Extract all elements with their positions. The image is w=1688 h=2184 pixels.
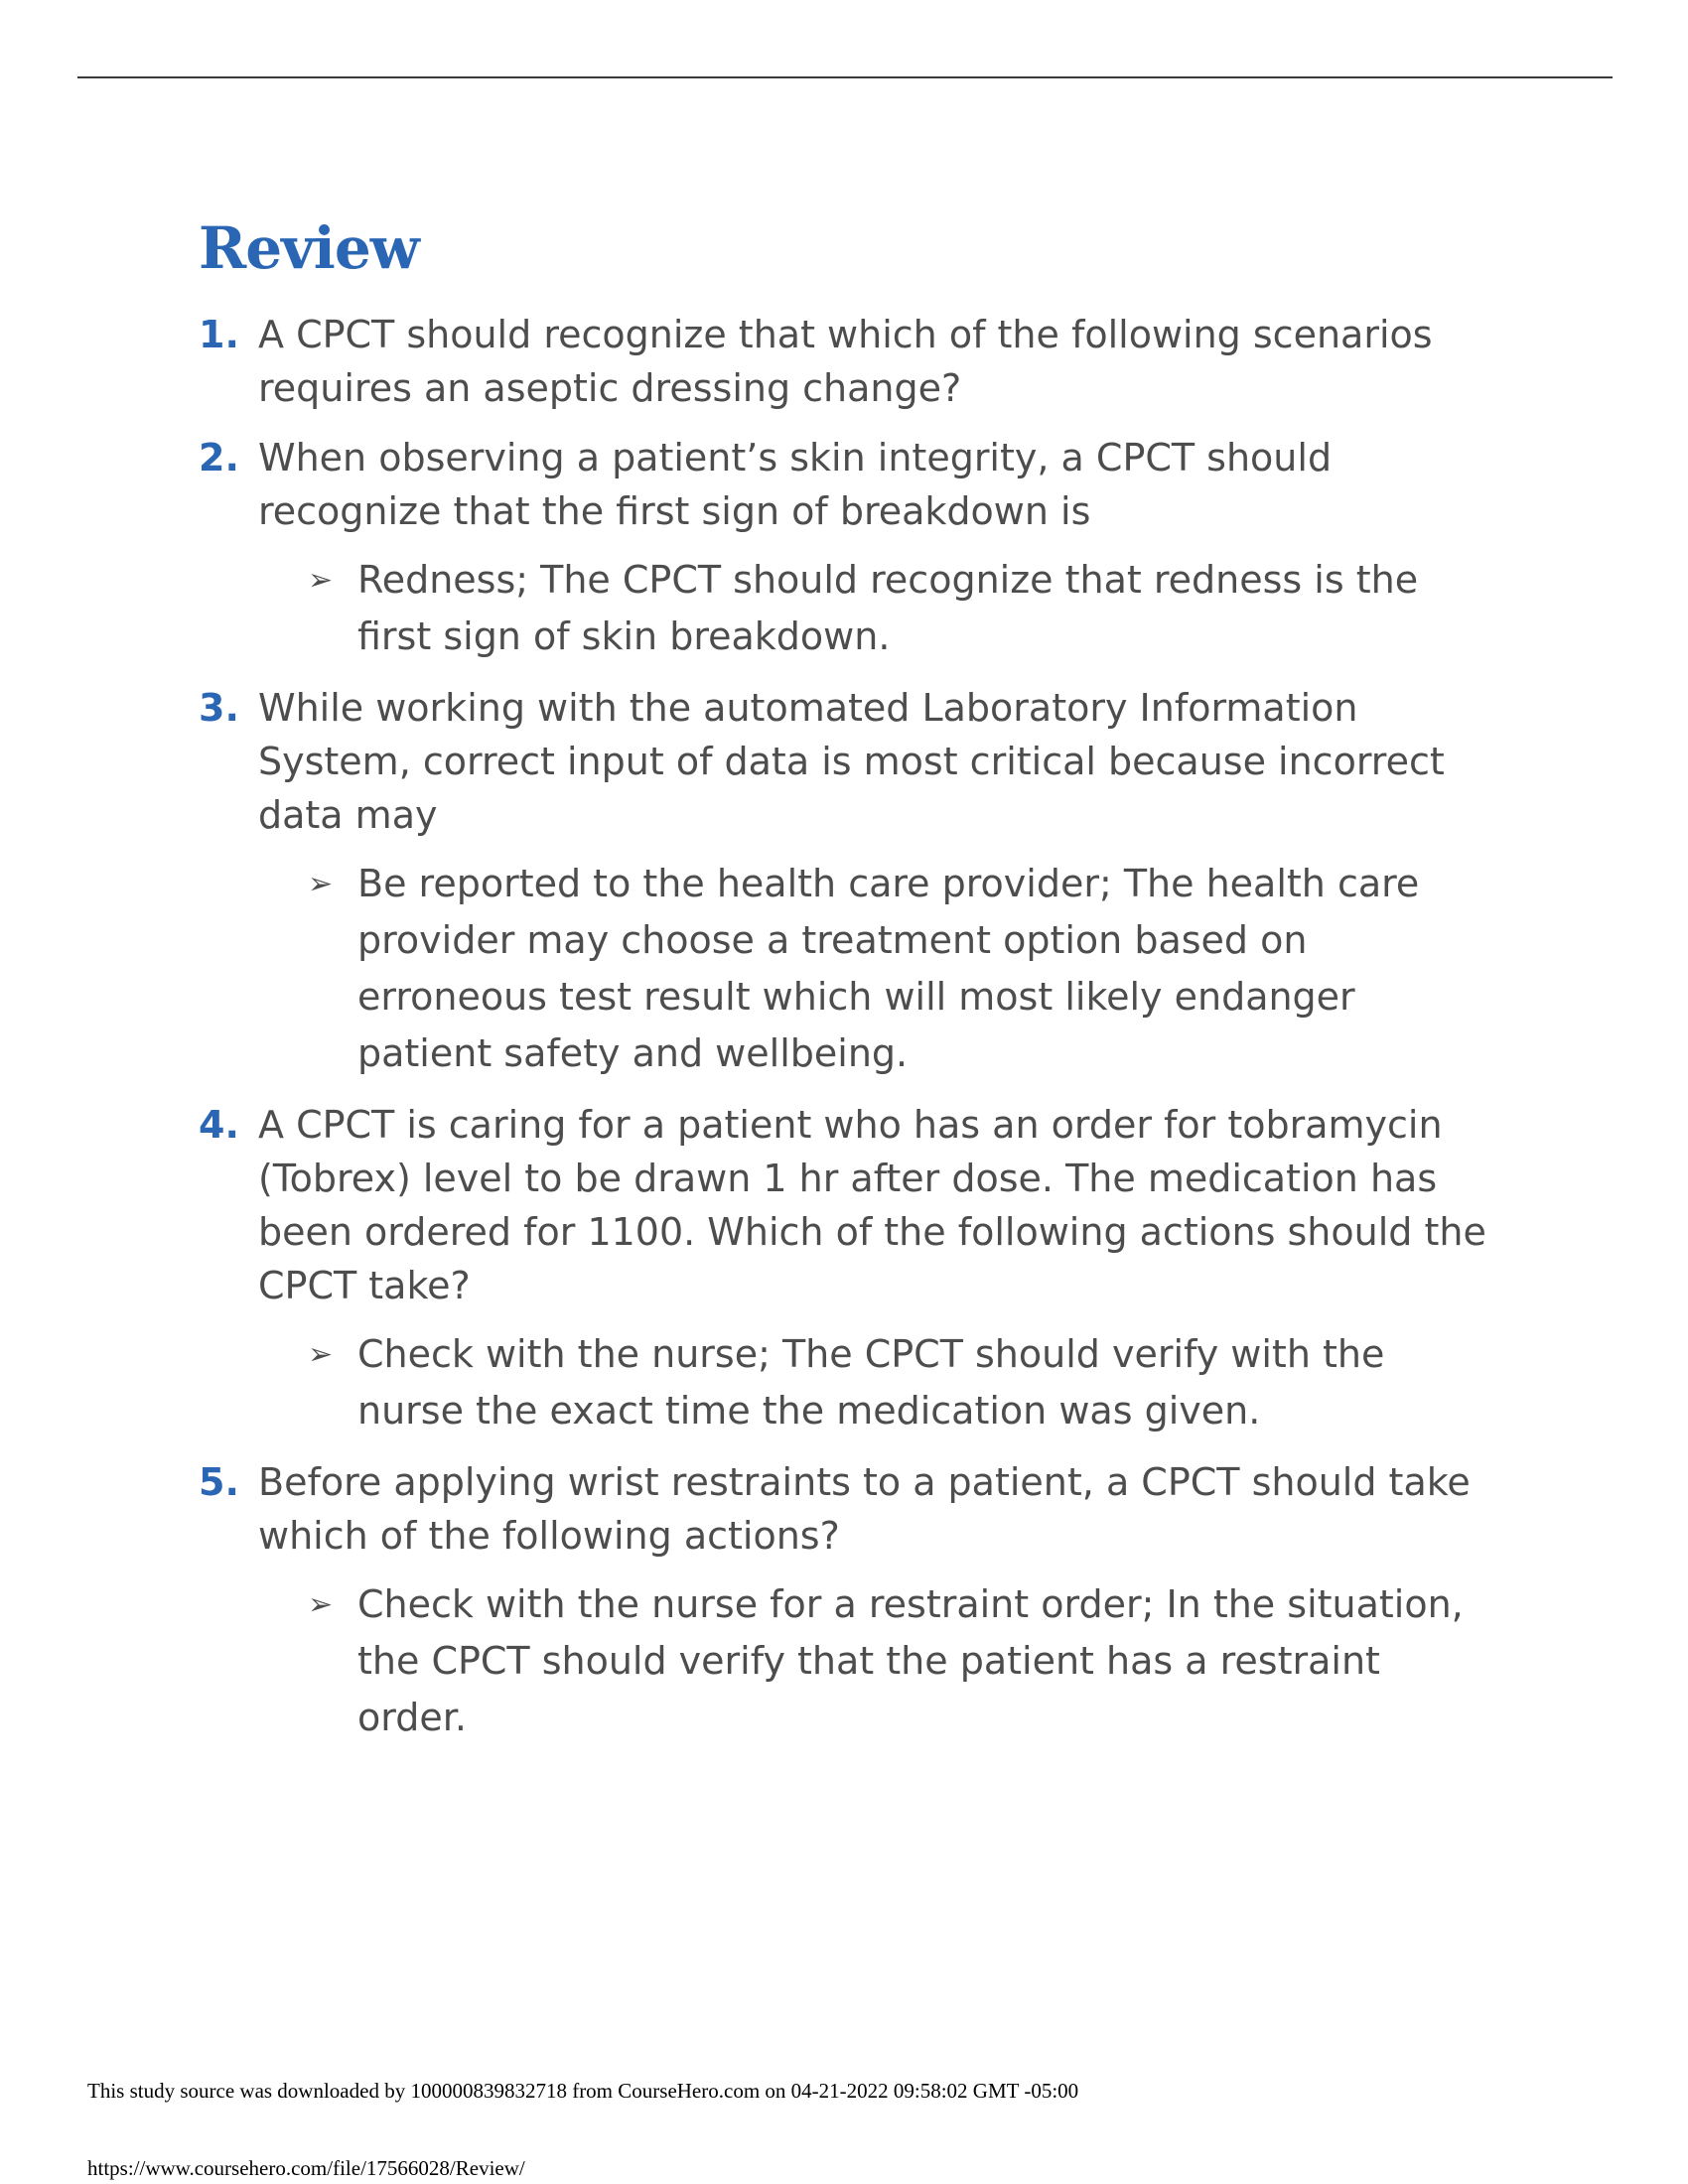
question-number: 4. xyxy=(199,1103,239,1147)
question-number: 2. xyxy=(199,436,239,479)
question-list xyxy=(199,308,1499,1762)
question-body xyxy=(258,431,1499,665)
header-rule xyxy=(77,76,1613,78)
question-number: 5. xyxy=(199,1460,239,1504)
question-text: When observing a patient’s skin integrity, a CPCT should recognize that the first sign of breakdown is xyxy=(258,436,1333,533)
arrow-bullet-icon: ➢ xyxy=(308,867,334,901)
question-body xyxy=(258,1455,1499,1746)
question-item-3 xyxy=(199,681,1499,1082)
question-item-1 xyxy=(199,308,1499,415)
arrow-bullet-icon: ➢ xyxy=(308,1337,334,1372)
download-source-notice: This study source was downloaded by 100000839832718 from CourseHero.com on 04-21-2022 09:58:02 GMT -05:00 xyxy=(87,2079,1079,2103)
answer-item xyxy=(308,1576,1499,1746)
question-number: 1. xyxy=(199,313,239,356)
answer-text: Check with the nurse for a restraint order; In the situation, the CPCT should verify that the patient has a restraint order. xyxy=(357,1582,1464,1739)
question-item-5 xyxy=(199,1455,1499,1746)
question-body xyxy=(258,1098,1499,1439)
question-text: A CPCT is caring for a patient who has an order for tobramycin (Tobrex) level to be drawn 1 hr after dose. The medication has been ordered for 1100. Which of the following actions should the CPCT take? xyxy=(258,1103,1486,1307)
question-text: While working with the automated Laboratory Information System, correct input of data is most critical because incorrect data may xyxy=(258,686,1445,837)
answer-text: Redness; The CPCT should recognize that redness is the first sign of skin breakdown. xyxy=(357,558,1419,658)
question-body xyxy=(258,308,1499,415)
arrow-bullet-icon: ➢ xyxy=(308,1587,334,1622)
source-url[interactable]: https://www.coursehero.com/file/17566028/Review/ xyxy=(87,2156,525,2180)
answer-text: Check with the nurse; The CPCT should verify with the nurse the exact time the medication was given. xyxy=(357,1332,1385,1433)
question-text: A CPCT should recognize that which of the following scenarios requires an aseptic dressing change? xyxy=(258,313,1433,410)
question-item-4 xyxy=(199,1098,1499,1439)
answer-item xyxy=(308,1326,1499,1439)
page-title: Review xyxy=(199,214,419,282)
arrow-bullet-icon: ➢ xyxy=(308,563,334,598)
answer-item xyxy=(308,856,1499,1082)
question-text: Before applying wrist restraints to a patient, a CPCT should take which of the following actions? xyxy=(258,1460,1471,1558)
question-item-2 xyxy=(199,431,1499,665)
answer-text: Be reported to the health care provider; The health care provider may choose a treatment option based on erroneous test result which will most likely endanger patient safety and wellbeing. xyxy=(357,862,1420,1075)
question-body xyxy=(258,681,1499,1082)
answer-item xyxy=(308,552,1499,665)
question-number: 3. xyxy=(199,686,239,730)
